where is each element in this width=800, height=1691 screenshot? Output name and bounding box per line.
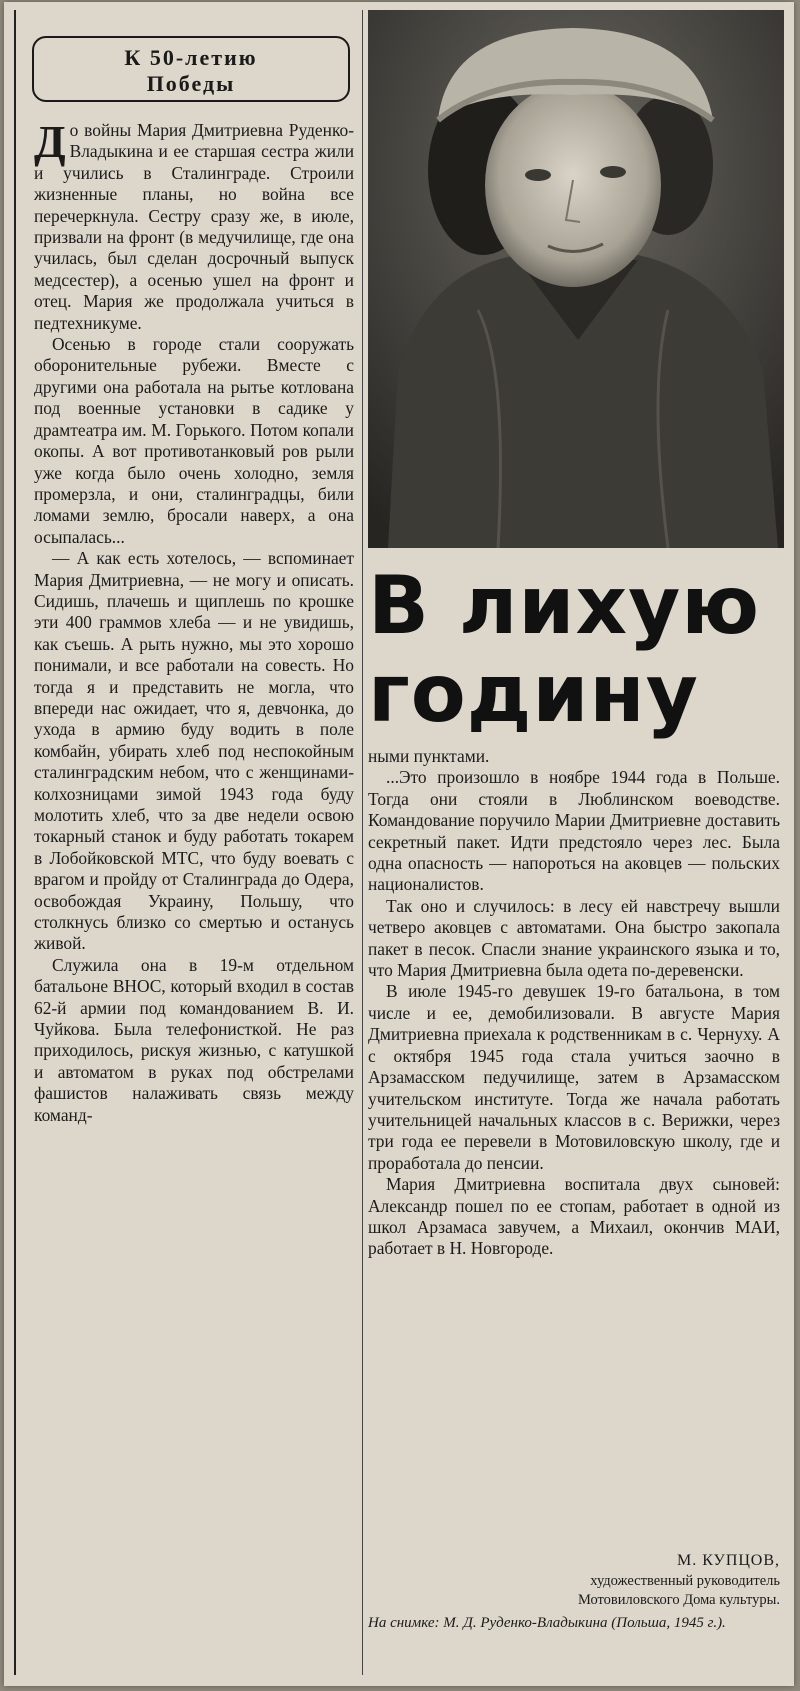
paragraph: ...Это произошло в ноябре 1944 года в Польше. Тогда они стояли в Люблинском воеводстве. Командование поручило Марии Дмитриевне доставить секретный пакет. Идти предстояло через лес. Была одна опасность — напороться на аковцев — польских националистов. <box>368 767 780 895</box>
rubric-line-2: Победы <box>146 71 236 96</box>
drop-cap: Д <box>34 116 66 167</box>
article-column-right <box>368 746 780 1260</box>
paragraph: ными пунктами. <box>368 746 490 766</box>
newspaper-clipping <box>4 2 794 1686</box>
author-position: художественный руководитель <box>590 1573 780 1589</box>
author-organization: Мотовиловского Дома культуры. <box>577 1592 780 1608</box>
photo-caption: На снимке: М. Д. Руденко-Владыкина (Польша, 1945 г.). <box>368 1615 726 1631</box>
paragraph: Мария Дмитриевна воспитала двух сыновей: Александр пошел по ее стопам, работает в одной из школ Арзамаса завучем, а Михаил, окончив МАИ, работает в Н. Новгороде. <box>368 1174 780 1259</box>
paragraph-text: о войны Мария Дмитриевна Руденко-Владыкина и ее старшая сестра жили и учились в Сталинграде. Строили жизненные планы, но война все перечеркнула. Сестру сразу же, в июле, призвали на фронт (в медучилище, где она училась, был сделан досрочный выпуск медсестер), а осенью ушел на фронт и отец. Мария же продолжала учиться в педтехникуме. <box>34 120 354 333</box>
headline-line-2: годину <box>368 647 699 740</box>
article-column-left <box>34 116 354 1126</box>
woman-portrait-image <box>368 10 784 548</box>
headline-line-1: В лихую <box>368 559 760 652</box>
paragraph <box>34 116 354 334</box>
left-border-rule <box>14 10 16 1675</box>
portrait-photo <box>368 10 784 548</box>
column-divider <box>362 10 363 1675</box>
paragraph: Осенью в городе стали сооружать оборонительные рубежи. Вместе с другими она работала на рытье котлована под военные установки в садике у драмтеатра им. М. Горького. Потом копали окопы. А вот противотанковый ров рыли уже когда было очень холодно, земля промерзла, и они, сталинградцы, били ломами землю, бросали наверх, а она осыпалась... <box>34 334 354 547</box>
paragraph: — А как есть хотелось, — вспоминает Мария Дмитриевна, — не могу и описать. Сидишь, плачешь и щиплешь по крошке эти 400 граммов хлеба — и не увидишь, как съешь. А рыть нужно, мы это хорошо понимали, и все работали на совесть. Но тогда я и представить не могла, что впереди нас ожидает, что я, девчонка, до ухода в армию буду водить в поле комбайн, убирать хлеб под неспокойным сталинградским небом, что с женщинами-колхозницами зимой 1943 года буду молотить хлеб, что за две недели освою токарный станок и буду работать токарем в Лобойковской МТС, что буду воевать с врагом и пройду от Сталинграда до Одера, освобождая Украину, Польшу, что столкнусь близко со смертью и останусь живой. <box>34 548 354 954</box>
signature-block <box>368 1550 780 1633</box>
paragraph: В июле 1945-го девушек 19-го батальона, в том числе и ее, демобилизовали. В августе Мария Дмитриевна приехала к родственникам в с. Чернуху. А с октября 1945 года стала учиться заочно в Арзамасском педучилище, затем в Арзамасском учительском институте. Тогда же начала работать учительницей начальных классов в с. Верижки, через три года ее перевели в Мотовиловскую школу, где и проработала до пенсии. <box>368 981 780 1173</box>
paragraph: Так оно и случилось: в лесу ей навстречу вышли четверо аковцев с автоматами. Она быстро закопала пакет в песок. Спасли знание украинского языка и то, что Мария Дмитриевна была одета по-деревенски. <box>368 895 780 981</box>
author-name: М. КУПЦОВ, <box>676 1552 780 1569</box>
rubric-box <box>32 36 350 102</box>
rubric-line-1: К 50-летию <box>124 45 258 70</box>
paragraph: Служила она в 19-м отдельном батальоне ВНОС, который входил в состав 62-й армии под командованием В. И. Чуйкова. Была телефонисткой. Не раз приходилось, рискуя жизнью, с катушкой и автоматом в руках под обстрелами фашистов налаживать связь между команд- <box>34 954 354 1125</box>
article-headline <box>368 559 788 740</box>
